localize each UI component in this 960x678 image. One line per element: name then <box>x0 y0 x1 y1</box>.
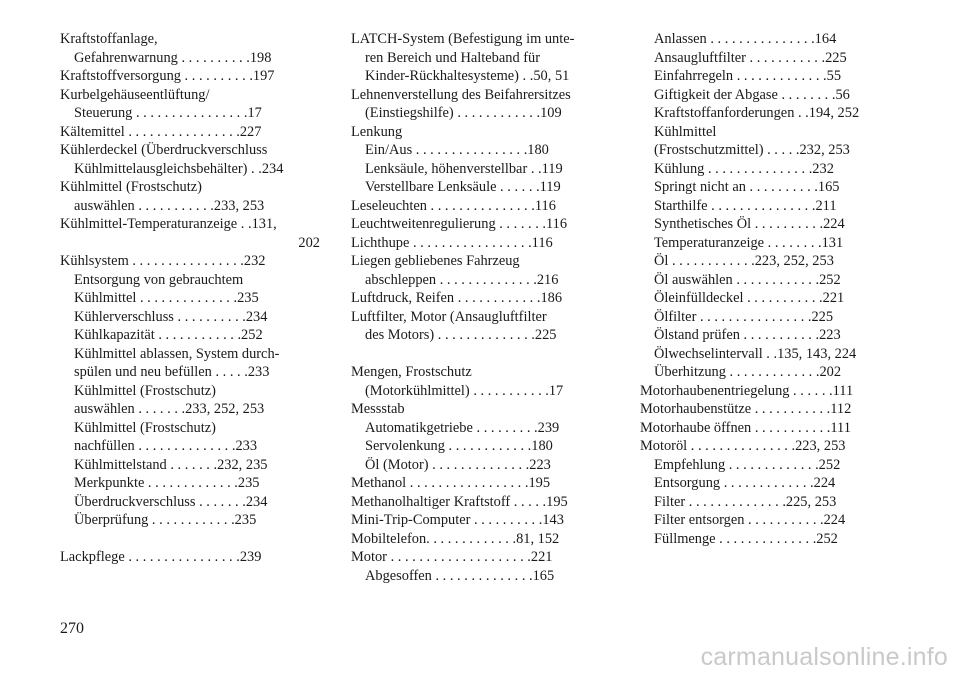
index-entry: Luftdruck, Reifen . . . . . . . . . . . .186 <box>351 290 563 306</box>
index-entry: Kinder-Rückhaltesysteme) . .50, 51 <box>365 68 570 84</box>
index-entry: Gefahrenwarnung . . . . . . . . . .198 <box>74 49 272 66</box>
index-entry: Ein/Aus . . . . . . . . . . . . . . . .180 <box>365 142 549 158</box>
index-entry: Kühlmittel . . . . . . . . . . . . . .235 <box>74 290 259 306</box>
index-entry: Kühlmittelausgleichsbehälter) . .234 <box>74 160 284 177</box>
index-entry: Kühlmittel-Temperaturanzeige . .131, <box>60 216 277 232</box>
index-entry: (Frostschutzmittel) . . . . .232, 253 <box>654 142 850 158</box>
index-entry: Motorhaubenentriegelung . . . . . .111 <box>640 382 854 399</box>
index-entry: Kühlerdeckel (Überdruckverschluss <box>60 142 268 158</box>
index-entry: Kühlmittel (Frostschutz) <box>74 382 216 399</box>
index-entry: Einfahrregeln . . . . . . . . . . . . .55 <box>654 68 842 84</box>
index-spacer <box>351 345 612 364</box>
index-entry: Mini-Trip-Computer . . . . . . . . . .143 <box>351 512 564 528</box>
index-entry: Filter entsorgen . . . . . . . . . . .224 <box>654 512 846 528</box>
index-entry: Filter . . . . . . . . . . . . . .225, 253 <box>654 493 837 510</box>
index-entry: Mengen, Frostschutz <box>351 364 472 380</box>
index-entry: Überhitzung . . . . . . . . . . . . .202 <box>654 364 842 380</box>
index-entry: 202 <box>298 234 320 251</box>
index-entry: Methanol . . . . . . . . . . . . . . . . .195 <box>351 475 551 491</box>
index-entry: Automatikgetriebe . . . . . . . . .239 <box>365 419 560 436</box>
index-entry: (Einstiegshilfe) . . . . . . . . . . . .109 <box>365 105 562 121</box>
index-entry: Öleinfülldeckel . . . . . . . . . . .221 <box>654 290 845 306</box>
index-entry: Ölstand prüfen . . . . . . . . . . .223 <box>654 327 841 343</box>
index-entry: Kühlsystem . . . . . . . . . . . . . . . .232 <box>60 253 266 269</box>
index-entry: Kühlerverschluss . . . . . . . . . .234 <box>74 308 268 325</box>
index-entry: Springt nicht an . . . . . . . . . .165 <box>654 179 840 195</box>
index-entry: Leuchtweitenregulierung . . . . . . .116 <box>351 216 568 232</box>
index-entry: Lenkung <box>351 123 403 140</box>
index-entry: Mobiltelefon. . . . . . . . . . . . .81, 152 <box>351 530 560 547</box>
index-entry: Entsorgung von gebrauchtem <box>74 271 244 288</box>
index-entry: Synthetisches Öl . . . . . . . . . .224 <box>654 216 845 232</box>
page-number: 270 <box>60 620 84 637</box>
index-entry: Motorhaubenstütze . . . . . . . . . . .112 <box>640 401 852 417</box>
index-column-2 <box>351 30 612 585</box>
index-entry: Kühlmittel (Frostschutz) <box>60 179 202 195</box>
index-entry: Kraftstoffanforderungen . .194, 252 <box>654 105 860 121</box>
index-entry: Lenksäule, höhenverstellbar . .119 <box>365 160 563 177</box>
index-entry: Abgesoffen . . . . . . . . . . . . . .165 <box>365 567 555 584</box>
index-entry: Kühlmittelstand . . . . . . .232, 235 <box>74 456 268 473</box>
index-entry: nachfüllen . . . . . . . . . . . . . .233 <box>74 438 258 454</box>
index-entry: Starthilfe . . . . . . . . . . . . . . .211 <box>654 197 837 214</box>
index-entry: Anlassen . . . . . . . . . . . . . . .164 <box>654 31 837 47</box>
index-entry: Lehnenverstellung des Beifahrersitzes <box>351 86 571 103</box>
index-entry: Lichthupe . . . . . . . . . . . . . . . . .116 <box>351 234 553 251</box>
index-entry: Füllmenge . . . . . . . . . . . . . .252 <box>654 530 838 547</box>
index-column-1 <box>60 30 322 567</box>
index-entry: Kühlmittel ablassen, System durch- <box>74 345 280 362</box>
index-entry: auswählen . . . . . . . . . . .233, 253 <box>74 197 265 214</box>
index-entry: Kühlmittel (Frostschutz) <box>74 419 216 436</box>
index-entry: (Motorkühlmittel) . . . . . . . . . . .17 <box>365 382 564 399</box>
index-entry: Ölfilter . . . . . . . . . . . . . . . .225 <box>654 308 834 325</box>
index-entry: Kurbelgehäuseentlüftung/ <box>60 86 210 103</box>
index-entry: Luftfilter, Motor (Ansaugluftfilter <box>351 308 547 325</box>
index-entry: Öl auswählen . . . . . . . . . . . .252 <box>654 271 841 288</box>
index-entry: Lackpflege . . . . . . . . . . . . . . . .239 <box>60 549 262 565</box>
index-entry: Empfehlung . . . . . . . . . . . . .252 <box>654 456 841 473</box>
index-entry: Leseleuchten . . . . . . . . . . . . . . .116 <box>351 197 556 214</box>
index-entry: Kraftstoffversorgung . . . . . . . . . .197 <box>60 68 275 84</box>
index-entry: Temperaturanzeige . . . . . . . .131 <box>654 234 844 251</box>
index-entry: auswählen . . . . . . .233, 252, 253 <box>74 401 265 417</box>
index-entry: Kühlmittel <box>654 123 717 140</box>
index-spacer <box>60 530 322 549</box>
index-entry: Ölwechselintervall . .135, 143, 224 <box>654 345 857 362</box>
index-entry: Motor . . . . . . . . . . . . . . . . . . . .221 <box>351 549 553 565</box>
index-entry: Liegen gebliebenes Fahrzeug <box>351 253 520 269</box>
index-entry: Ansaugluftfilter . . . . . . . . . . .225 <box>654 49 847 66</box>
index-entry: des Motors) . . . . . . . . . . . . . .225 <box>365 327 557 343</box>
index-entry: abschleppen . . . . . . . . . . . . . .216 <box>365 271 559 288</box>
index-entry: Kühlkapazität . . . . . . . . . . . .252 <box>74 327 263 343</box>
index-entry: Öl . . . . . . . . . . . .223, 252, 253 <box>654 253 834 269</box>
index-entry: Steuerung . . . . . . . . . . . . . . . .17 <box>74 105 262 121</box>
index-entry: spülen und neu befüllen . . . . .233 <box>74 364 270 380</box>
index-entry: Kältemittel . . . . . . . . . . . . . . . .227 <box>60 123 262 140</box>
index-entry: Giftigkeit der Abgase . . . . . . . .56 <box>654 86 850 103</box>
index-entry: LATCH-System (Befestigung im unte- <box>351 31 575 47</box>
index-entry: Kraftstoffanlage, <box>60 31 158 47</box>
index-entry: Servolenkung . . . . . . . . . . . .180 <box>365 438 553 454</box>
index-entry: Methanolhaltiger Kraftstoff . . . . .195 <box>351 493 568 510</box>
index-entry: Öl (Motor) . . . . . . . . . . . . . .223 <box>365 456 551 473</box>
index-entry: Motoröl . . . . . . . . . . . . . . .223, 253 <box>640 438 846 454</box>
index-column-3 <box>640 30 901 548</box>
index-entry: Motorhaube öffnen . . . . . . . . . . .111 <box>640 419 851 436</box>
index-entry: Verstellbare Lenksäule . . . . . .119 <box>365 179 561 195</box>
index-entry: Kühlung . . . . . . . . . . . . . . .232 <box>654 160 834 177</box>
index-entry: Entsorgung . . . . . . . . . . . . .224 <box>654 475 836 491</box>
index-entry: Überdruckverschluss . . . . . . .234 <box>74 493 268 510</box>
index-entry: Merkpunkte . . . . . . . . . . . . .235 <box>74 475 260 491</box>
index-entry: ren Bereich und Halteband für <box>365 49 541 66</box>
watermark-logo[interactable]: carmanualsonline.info <box>700 643 948 671</box>
index-entry: Überprüfung . . . . . . . . . . . .235 <box>74 512 257 528</box>
index-entry: Messstab <box>351 401 405 417</box>
